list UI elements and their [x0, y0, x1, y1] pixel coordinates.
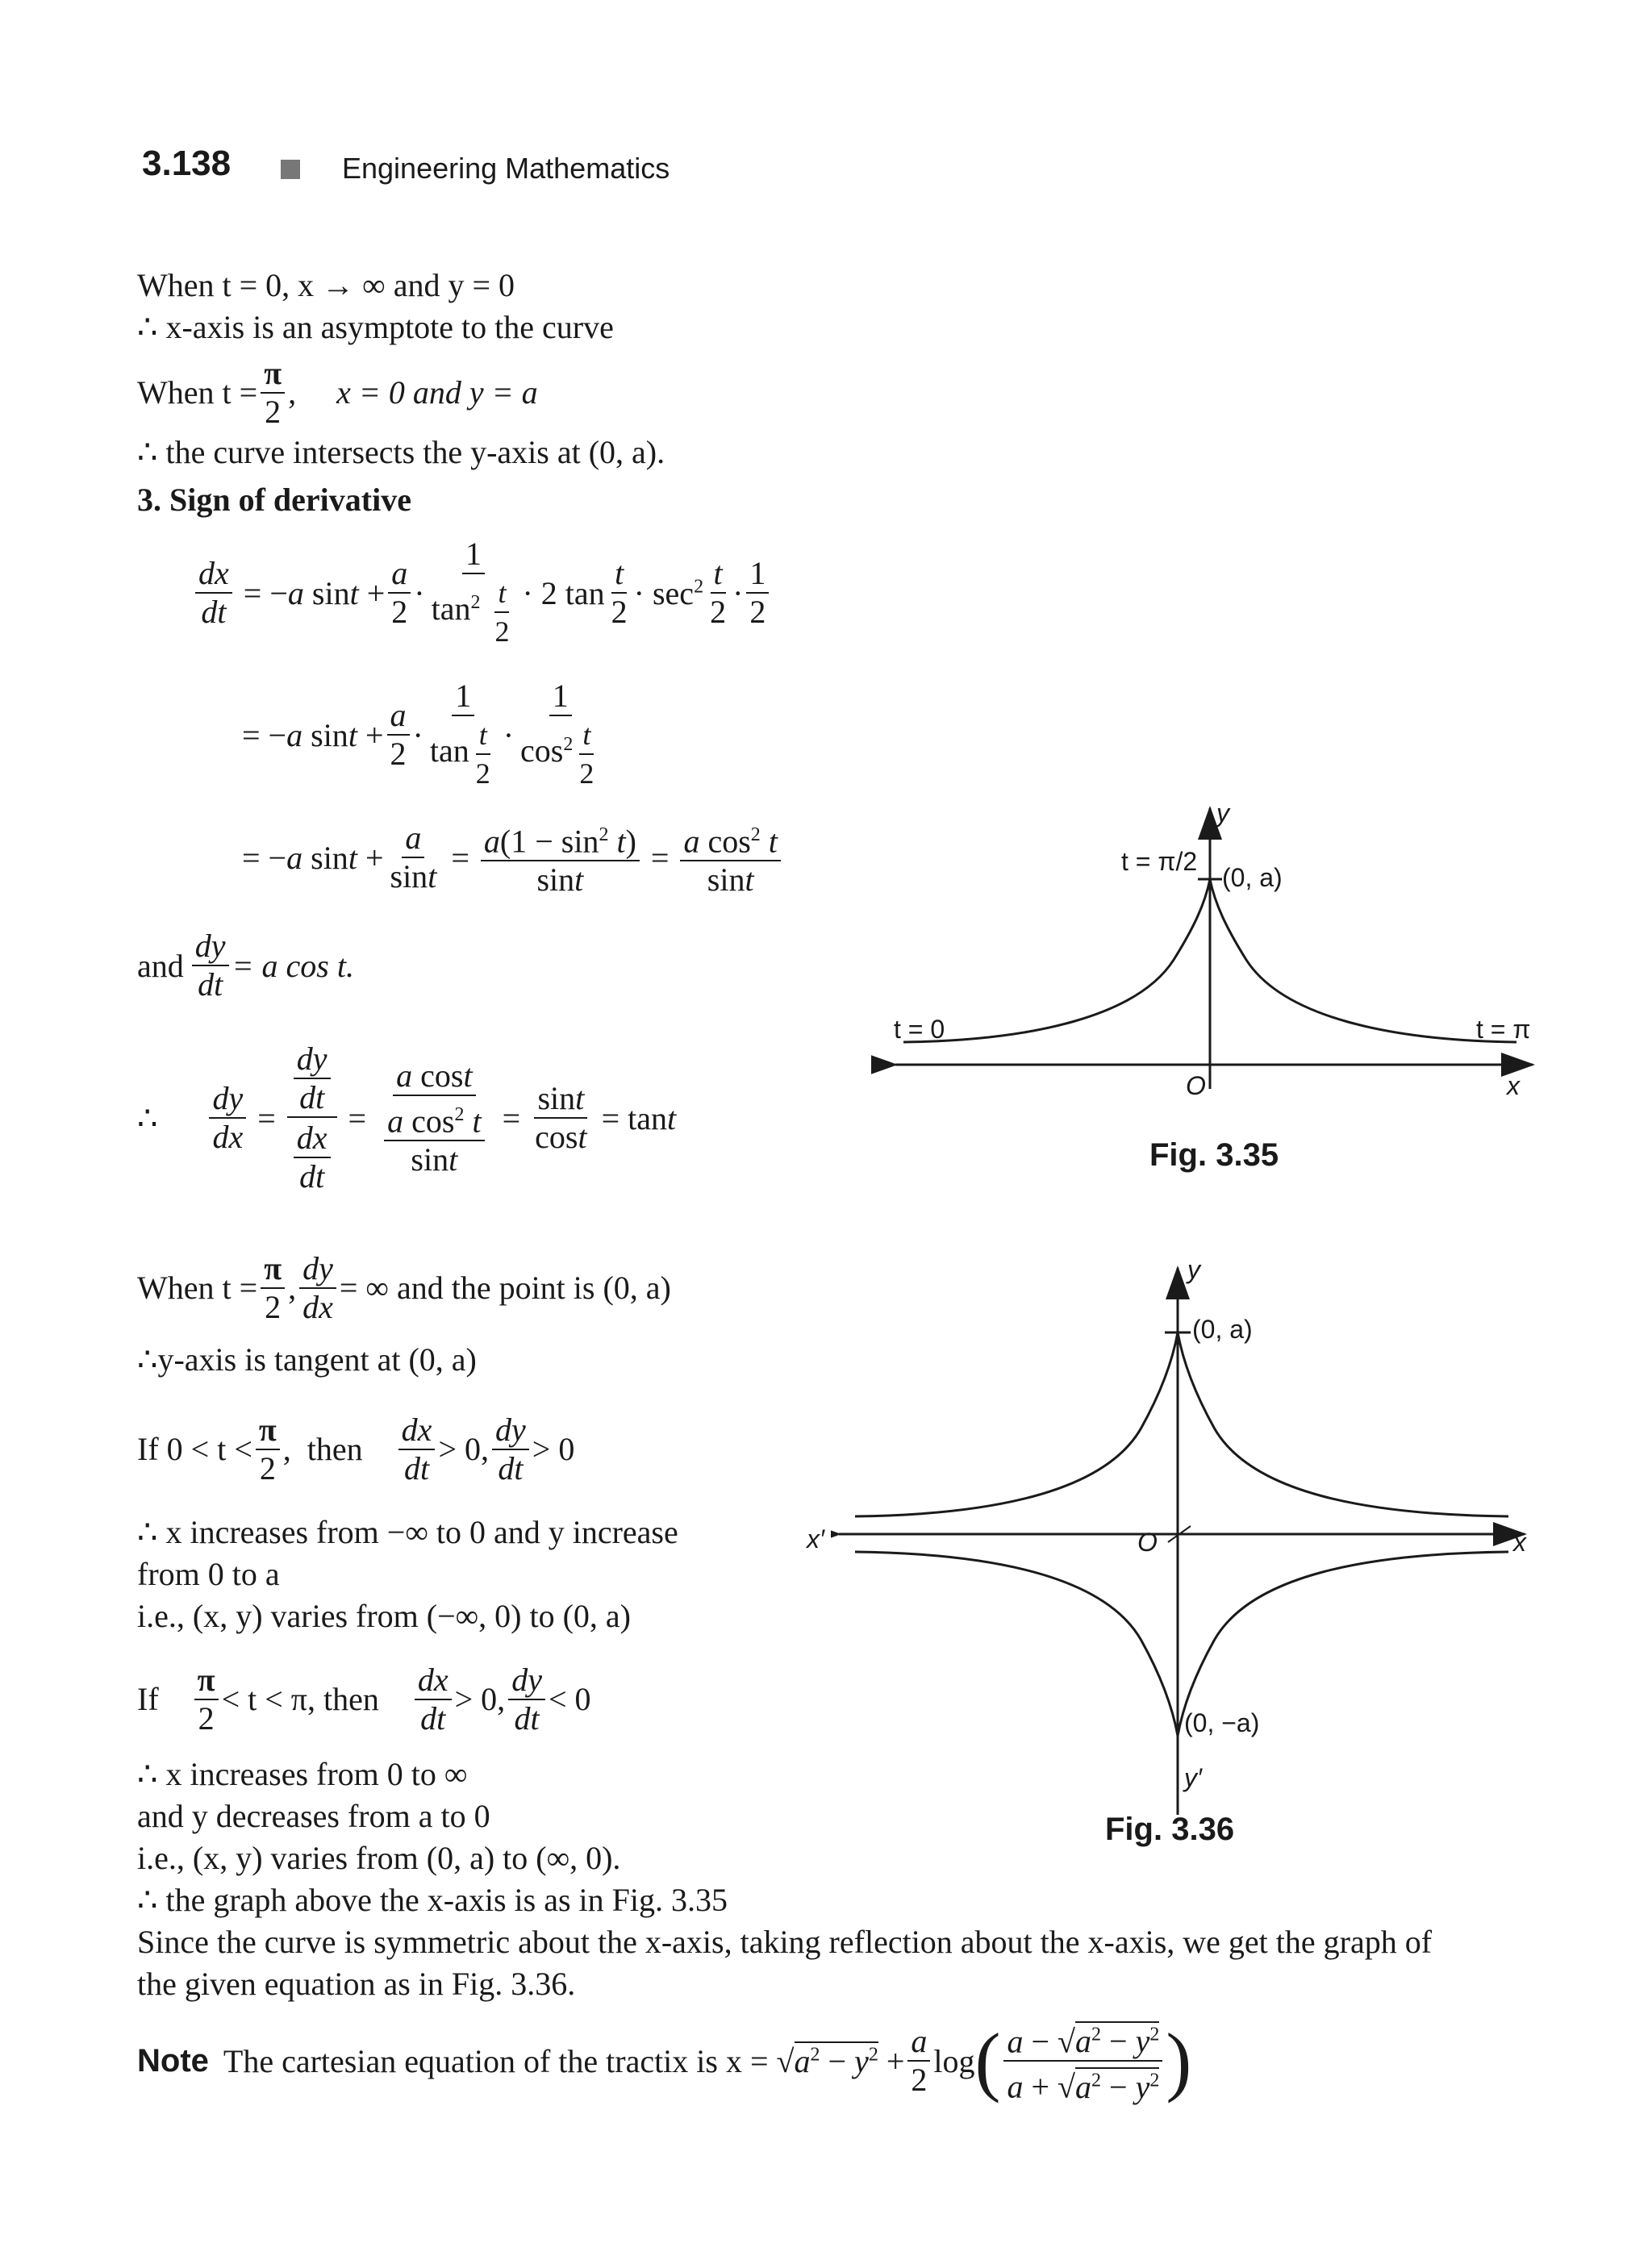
- line-x-increases-2: ∴ x increases from 0 to ∞: [137, 1756, 468, 1792]
- curve-right-branch: [1210, 879, 1516, 1042]
- curve-upper-right: [1178, 1332, 1508, 1516]
- line-when-tpi2-dydx: When t = $\frac{\pi}{2}$ , $\frac{dy}{dx}$ = ∞ and the point is (0, a): [137, 1250, 671, 1325]
- line-if-2: If $\frac{\pi}{2}$ < t < π, then $\frac{dx}{dt}$ > 0, $\frac{dy}{dt}$ < 0: [137, 1662, 591, 1737]
- line-varies-1: i.e., (x, y) varies from (−∞, 0) to (0, a): [137, 1598, 631, 1634]
- line-x-increases-1: ∴ x increases from −∞ to 0 and y increase: [137, 1514, 678, 1550]
- fig36-bottom-point: (0, −a): [1184, 1708, 1260, 1737]
- line-intersects: ∴ the curve intersects the y-axis at (0, a).: [137, 434, 665, 470]
- fig35-t-left: t = 0: [894, 1015, 945, 1044]
- line-tangent: ∴y-axis is tangent at (0, a): [137, 1341, 477, 1378]
- line-when-t0: When t = 0, x → ∞ and y = 0: [137, 267, 515, 303]
- fig35-x-label: x: [1507, 1071, 1520, 1100]
- fig35-t-right: t = π: [1476, 1015, 1531, 1044]
- equation-dxdt-3: = −a sint + $\frac{a}{\sin t}$ = $\frac{a(1 - \sin^2 t)}{\sin t}$ = $\frac{a \cos^2 t}{\sin t}$: [242, 816, 784, 899]
- line-graph-above: ∴ the graph above the x-axis is as in Fig. 3.35: [137, 1882, 728, 1918]
- line-if-1: If 0 < t < $\frac{\pi}{2}$ , then $\frac{dx}{dt}$ > 0, $\frac{dy}{dt}$ > 0: [137, 1412, 575, 1487]
- page-number: 3.138: [142, 144, 232, 183]
- line-y-decreases: and y decreases from a to 0: [137, 1798, 490, 1834]
- fig36-x-neg-label: x′: [807, 1524, 824, 1553]
- when-tpi2-values: x = 0 and y = a: [336, 374, 538, 411]
- fig36-y-label: y: [1187, 1255, 1200, 1284]
- fig35-caption: Fig. 3.35: [1149, 1137, 1279, 1173]
- line-varies-2: i.e., (x, y) varies from (0, a) to (∞, 0).: [137, 1840, 621, 1876]
- line-when-tpi2: When t = $\frac{\pi}{2}$ , x = 0 and y = a: [137, 355, 538, 430]
- line-from-0-to-a: from 0 to a: [137, 1556, 280, 1592]
- equation-dydt: and $\frac{dy}{dt}$ = a cos t.: [137, 928, 354, 1003]
- section-heading: 3. Sign of derivative: [137, 482, 411, 518]
- fig35-top-point: (0, a): [1222, 863, 1283, 892]
- book-title: Engineering Mathematics: [342, 152, 670, 185]
- line-symmetric-2: the given equation as in Fig. 3.36.: [137, 1966, 576, 2002]
- curve-left-branch: [903, 879, 1210, 1042]
- when-tpi2-text: When t =: [137, 374, 258, 411]
- note-equation: Note The cartesian equation of the tractix is x = $√a^2 - y^2$ + $\frac{a}{2}$ log ( $\frac{a - √a^2 - y^2}{a + √a^2 - y^2}$ ): [137, 2017, 1192, 2105]
- line-symmetric-1: Since the curve is symmetric about the x-axis, taking reflection about the x-axis, we get the graph of: [137, 1924, 1433, 1960]
- fig35-t-top: t = π/2: [1121, 847, 1198, 876]
- fig36-origin: O: [1137, 1528, 1158, 1557]
- equation-dxdt-1: $\frac{dx}{dt}$ = −a sint + $\frac{a}{2}$ · 1 $\tan^2$ $\frac{t}{2}$ · 2 tan $\frac{t}{2}$ · $\sec^2$ $\frac{t}{2}$ · $\frac{1}{2}$: [192, 536, 772, 650]
- fig-3-35: [871, 799, 1557, 1153]
- fig36-top-point: (0, a): [1192, 1315, 1253, 1344]
- fig36-x-label: x: [1513, 1528, 1526, 1557]
- fig36-caption: Fig. 3.36: [1105, 1812, 1235, 1847]
- curve-lower-left: [855, 1552, 1178, 1736]
- equation-dydx: ∴ $\frac{dy}{dx}$ = $\frac{\frac{dy}{dt}}{\frac{dx}{dt}}$ = $\frac{\text{a cost}}{\frac{a \cos^2 t}{\sin t}}$ = $\frac{\sin t}{\cos t}$ = tant: [137, 1040, 677, 1195]
- line-x-asymptote: ∴ x-axis is an asymptote to the curve: [137, 309, 614, 345]
- fig35-origin: O: [1186, 1071, 1206, 1100]
- note-label: Note: [137, 2042, 209, 2079]
- fig36-y-neg-label: y′: [1184, 1763, 1202, 1792]
- header-square-icon: [281, 160, 300, 179]
- fig35-y-label: y: [1216, 799, 1229, 828]
- curve-upper-left: [855, 1332, 1178, 1516]
- pi-over-2: $\frac{\pi}{2}$: [261, 355, 285, 431]
- equation-dxdt-2: = −a sint + $\frac{a}{2}$ · 1 tan $\frac{t}{2}$ · 1 $\cos^2$ $\frac{t}{2}$: [242, 678, 594, 790]
